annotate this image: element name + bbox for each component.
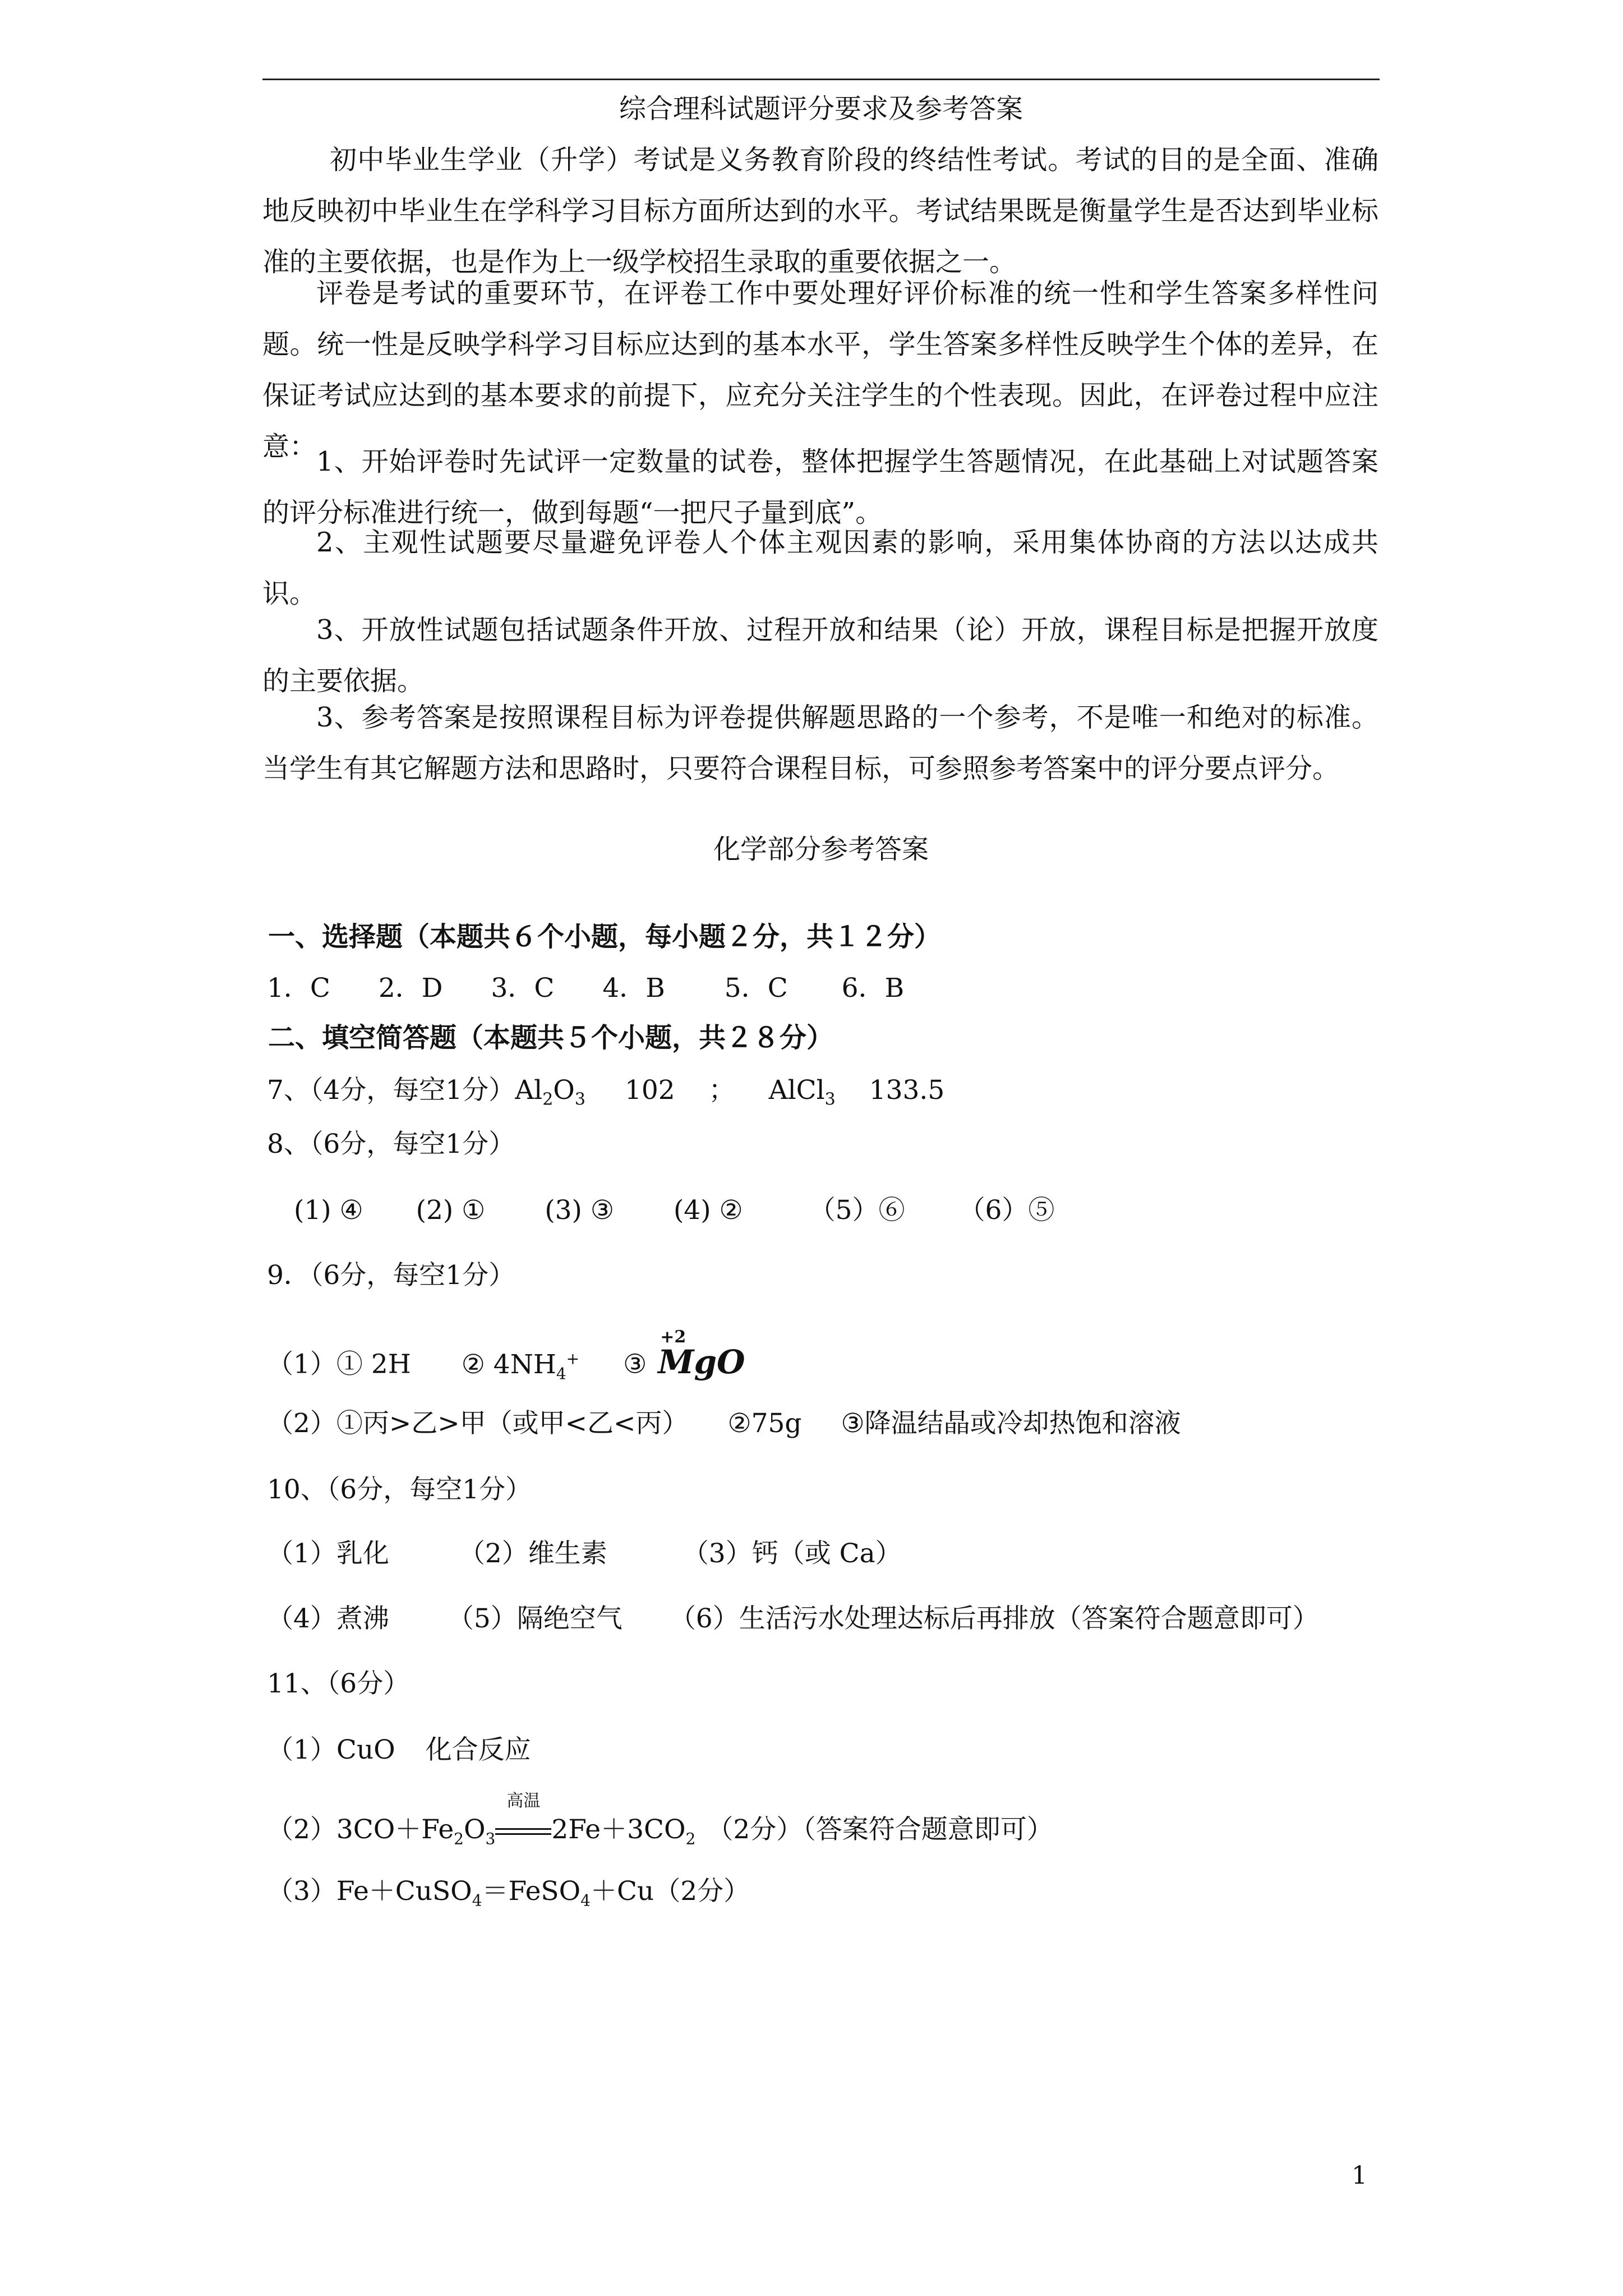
q10-label: 10、（6分，每空1分）	[267, 1474, 532, 1505]
answer-2: 2．D	[378, 973, 443, 1004]
q10-answer-3: （3）钙（或 Ca）	[682, 1538, 902, 1569]
intro-paragraph-2: 评卷是考试的重要环节，在评卷工作中要处理好评价标准的统一性和学生答案多样性问题。统一性是反映学科学习目标应达到的基本水平，学生答案多样性反映学生个体的差异，在保证考试应达到的基本要求的前提下，应充分关注学生的个性表现。因此，在评卷过程中应注意：	[262, 278, 1378, 462]
q9-line-2	[267, 1407, 1181, 1441]
valence-charge: +2	[660, 1327, 686, 1347]
q7-value-2: 133.5	[869, 1075, 945, 1106]
q9-answer-2: ② $4NH_4^+$	[461, 1349, 580, 1383]
answer-4: 4．B	[602, 973, 665, 1004]
q11-line-2	[267, 1791, 1053, 1856]
q11-equation-2: $(2)3CO+Fe_2O_3$ 高温 $2Fe+3CO_2$	[267, 1791, 696, 1848]
answer-3: 3．C	[491, 973, 555, 1004]
q8-answer-3: (3) ③	[545, 1195, 614, 1226]
q8-answer-5: （5）⑥	[809, 1195, 905, 1226]
q11-line-1	[267, 1733, 531, 1767]
q10-answer-5: （5）隔绝空气	[447, 1603, 623, 1634]
reaction-condition: 高温	[495, 1813, 551, 1847]
q9-answer-1: （1）① 2H	[267, 1349, 411, 1380]
q7-formula-2: AlCl$_3$	[768, 1075, 836, 1110]
q11-line-3	[267, 1875, 750, 1917]
q11-equation-2-note: （2分）（答案符合题意即可）	[707, 1814, 1053, 1845]
answer-1: 1．C	[267, 973, 330, 1004]
q10-line-2	[267, 1602, 1319, 1636]
section-2-title: 二、填空简答题（本题共５个小题，共２８分）	[268, 1022, 834, 1053]
grading-note-1: 1、开始评卷时先试评一定数量的试卷，整体把握学生答题情况，在此基础上对试题答案的评分标准进行统一，做到每题“一把尺子量到底”。	[262, 446, 1378, 528]
section-1-answers	[267, 972, 904, 1005]
q8-answer-4: (4) ②	[673, 1195, 743, 1226]
q7-value-1: 102	[624, 1075, 675, 1106]
intro-paragraph-1: 初中毕业生学业（升学）考试是义务教育阶段的终结性考试。考试的目的是全面、准确地反映初中毕业生在学科学习目标方面所达到的水平。考试结果既是衡量学生是否达到毕业标准的主要依据，也是作为上一级学校招生录取的重要依据之一。	[262, 144, 1378, 278]
valence-formula: +2 MgO	[658, 1345, 745, 1379]
page-number: 1	[1352, 2161, 1367, 2190]
q9-label: 9．（6分，每空1分）	[267, 1260, 515, 1291]
grading-note-4: 3、参考答案是按照课程目标为评卷提供解题思路的一个参考，不是唯一和绝对的标准。当学生有其它解题方法和思路时，只要符合课程目标，可参照参考答案中的评分要点评分。	[262, 702, 1378, 784]
q10-answer-6: （6）生活污水处理达标后再排放（答案符合题意即可）	[669, 1603, 1319, 1634]
q11-equation-3: （3）Fe＋CuSO$_4$＝FeSO$_4$＋Cu（2分）	[267, 1876, 750, 1910]
q8-answers	[294, 1194, 1054, 1227]
q9-answer-3-label: ③	[623, 1349, 647, 1380]
q8-answer-2: (2) ①	[416, 1195, 486, 1226]
q9-part2-answer-2: ②75g	[727, 1408, 802, 1439]
q7-line	[267, 1074, 944, 1116]
q10-line-1	[267, 1537, 902, 1571]
q10-answer-4: （4）煮沸	[267, 1603, 389, 1634]
answer-6: 6．B	[841, 973, 905, 1004]
q8-answer-6: （6）⑤	[958, 1195, 1055, 1226]
header-rule	[262, 79, 1380, 80]
q10-answer-1: （1）乳化	[267, 1538, 389, 1569]
q7-separator: ；	[708, 1075, 735, 1106]
q11-reaction-type: 化合反应	[425, 1734, 531, 1765]
q8-label: 8、（6分，每空1分）	[267, 1129, 515, 1159]
answer-5: 5．C	[724, 973, 788, 1004]
q8-answer-1: (1) ④	[294, 1195, 363, 1226]
q7-label: 7、（4分，每空1分）	[267, 1075, 515, 1106]
q9-part2-answer-1: （2）①丙>乙>甲（或甲<乙<丙）	[267, 1408, 689, 1439]
grading-note-2: 2、主观性试题要尽量避免评卷人个体主观因素的影响，采用集体协商的方法以达成共识。	[262, 527, 1378, 609]
q7-formula-1: $Al_2O_3$	[515, 1075, 585, 1110]
q11-answer-1: （1）CuO	[267, 1734, 395, 1765]
document-title: 综合理科试题评分要求及参考答案	[619, 93, 1023, 125]
grading-note-3: 3、开放性试题包括试题条件开放、过程开放和结果（论）开放，课程目标是把握开放度的主要依据。	[262, 614, 1378, 697]
chemistry-section-title: 化学部分参考答案	[713, 834, 929, 865]
section-1-title: 一、选择题（本题共６个小题，每小题２分，共１２分）	[268, 921, 942, 953]
q9-line-1	[267, 1327, 745, 1391]
q10-answer-2: （2）维生素	[458, 1538, 607, 1569]
q9-part2-answer-3: ③降温结晶或冷却热饱和溶液	[841, 1408, 1181, 1439]
q11-label: 11、（6分）	[267, 1668, 410, 1699]
